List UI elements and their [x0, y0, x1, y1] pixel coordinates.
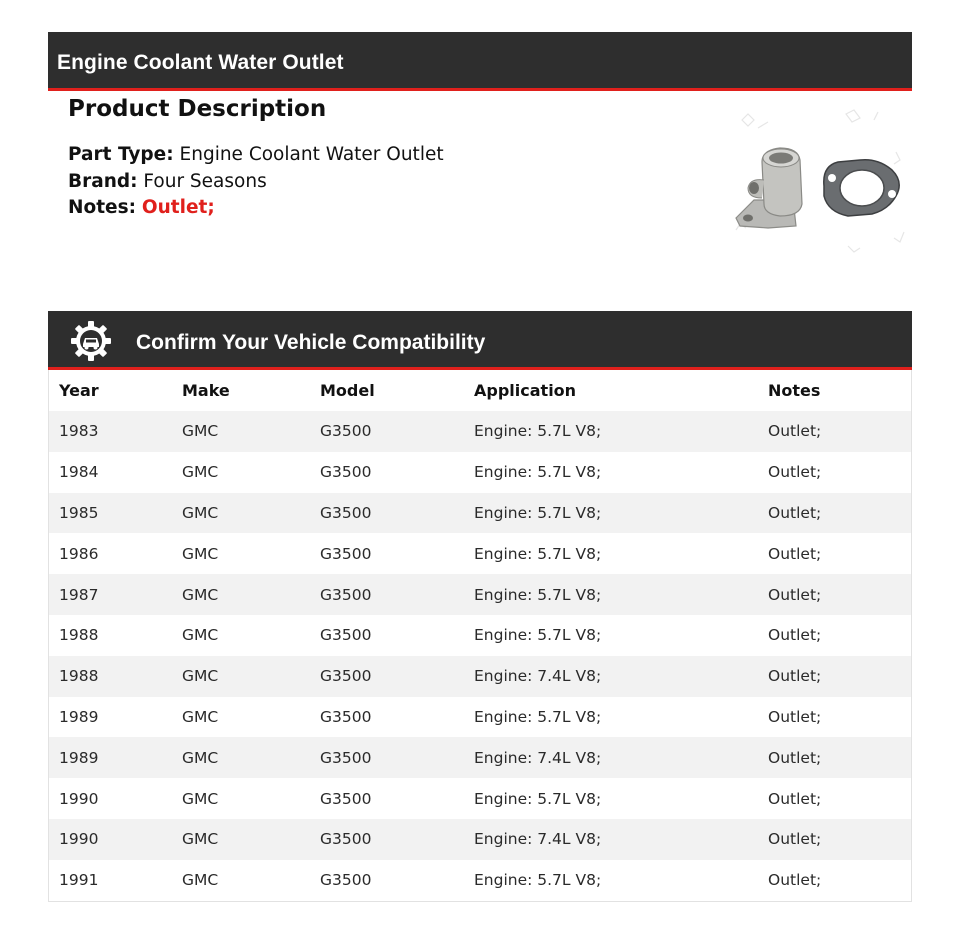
model-cell: G3500 — [320, 463, 372, 482]
application-cell: Engine: 5.7L V8; — [474, 544, 602, 563]
water-outlet-product-image — [728, 100, 918, 260]
year-cell: 1990 — [59, 789, 99, 808]
column-header-year: Year — [59, 381, 99, 400]
notes-cell: Outlet; — [768, 748, 822, 767]
application-cell: Engine: 7.4L V8; — [474, 667, 602, 686]
make-cell: GMC — [182, 544, 219, 563]
column-header-application: Application — [474, 381, 577, 400]
make-cell: GMC — [182, 707, 219, 726]
table-header-row — [49, 370, 911, 411]
year-cell: 1989 — [59, 707, 99, 726]
year-cell: 1984 — [59, 463, 99, 482]
gear-car-icon — [70, 320, 112, 362]
application-cell: Engine: 7.4L V8; — [474, 830, 602, 849]
model-cell: G3500 — [320, 707, 372, 726]
notes-cell: Outlet; — [768, 789, 822, 808]
notes-line — [68, 195, 708, 222]
notes-cell: Outlet; — [768, 830, 822, 849]
model-cell: G3500 — [320, 748, 372, 767]
make-cell: GMC — [182, 585, 219, 604]
table-row — [49, 697, 911, 738]
year-cell: 1988 — [59, 667, 99, 686]
table-row — [49, 656, 911, 697]
model-cell: G3500 — [320, 544, 372, 563]
model-cell: G3500 — [320, 503, 372, 522]
notes-cell: Outlet; — [768, 463, 822, 482]
model-cell: G3500 — [320, 422, 372, 441]
part-type-label: Part Type: — [68, 144, 174, 165]
compatibility-table — [49, 370, 911, 901]
title-bar — [48, 32, 912, 91]
model-cell: G3500 — [320, 667, 372, 686]
year-cell: 1990 — [59, 830, 99, 849]
table-row — [49, 778, 911, 819]
notes-cell: Outlet; — [768, 626, 822, 645]
application-cell: Engine: 5.7L V8; — [474, 789, 602, 808]
notes-cell: Outlet; — [768, 422, 822, 441]
year-cell: 1989 — [59, 748, 99, 767]
notes-cell: Outlet; — [768, 544, 822, 563]
notes-cell: Outlet; — [768, 667, 822, 686]
brand-value: Four Seasons — [143, 170, 267, 192]
model-cell: G3500 — [320, 789, 372, 808]
column-header-model: Model — [320, 381, 375, 400]
make-cell: GMC — [182, 748, 219, 767]
notes-cell: Outlet; — [768, 707, 822, 726]
brand-label: Brand: — [68, 170, 138, 192]
application-cell: Engine: 5.7L V8; — [474, 585, 602, 604]
table-row — [49, 452, 911, 493]
table-row — [49, 737, 911, 778]
application-cell: Engine: 7.4L V8; — [474, 748, 602, 767]
notes-value: Outlet; — [141, 197, 215, 218]
year-cell: 1988 — [59, 626, 99, 645]
product-description-heading: Product Description — [68, 96, 327, 122]
model-cell: G3500 — [320, 830, 372, 849]
product-specs — [68, 142, 708, 222]
table-row — [49, 615, 911, 656]
compatibility-bar — [48, 311, 912, 370]
application-cell: Engine: 5.7L V8; — [474, 626, 602, 645]
application-cell: Engine: 5.7L V8; — [474, 871, 602, 890]
notes-label: Notes: — [68, 197, 136, 218]
table-row — [49, 493, 911, 534]
make-cell: GMC — [182, 422, 219, 441]
notes-cell: Outlet; — [768, 503, 822, 522]
make-cell: GMC — [182, 871, 219, 890]
application-cell: Engine: 5.7L V8; — [474, 707, 602, 726]
notes-cell: Outlet; — [768, 585, 822, 604]
table-row — [49, 860, 911, 901]
year-cell: 1986 — [59, 544, 99, 563]
brand-line — [68, 169, 708, 196]
product-description — [68, 96, 708, 222]
table-row — [49, 411, 911, 452]
compatibility-table-container — [48, 370, 912, 902]
year-cell: 1987 — [59, 585, 99, 604]
application-cell: Engine: 5.7L V8; — [474, 503, 602, 522]
table-row — [49, 819, 911, 860]
model-cell: G3500 — [320, 585, 372, 604]
make-cell: GMC — [182, 830, 219, 849]
application-cell: Engine: 5.7L V8; — [474, 422, 602, 441]
table-row — [49, 533, 911, 574]
year-cell: 1983 — [59, 422, 99, 441]
column-header-notes: Notes — [768, 381, 821, 400]
make-cell: GMC — [182, 503, 219, 522]
make-cell: GMC — [182, 626, 219, 645]
notes-cell: Outlet; — [768, 871, 822, 890]
model-cell: G3500 — [320, 871, 372, 890]
year-cell: 1991 — [59, 871, 99, 890]
year-cell: 1985 — [59, 503, 99, 522]
page-title: Engine Coolant Water Outlet — [57, 51, 344, 74]
part-type-value: Engine Coolant Water Outlet — [179, 144, 444, 165]
make-cell: GMC — [182, 667, 219, 686]
column-header-make: Make — [182, 381, 230, 400]
model-cell: G3500 — [320, 626, 372, 645]
make-cell: GMC — [182, 463, 219, 482]
compatibility-title: Confirm Your Vehicle Compatibility — [136, 331, 486, 354]
application-cell: Engine: 5.7L V8; — [474, 463, 602, 482]
make-cell: GMC — [182, 789, 219, 808]
table-row — [49, 574, 911, 615]
part-type-line — [68, 142, 708, 169]
